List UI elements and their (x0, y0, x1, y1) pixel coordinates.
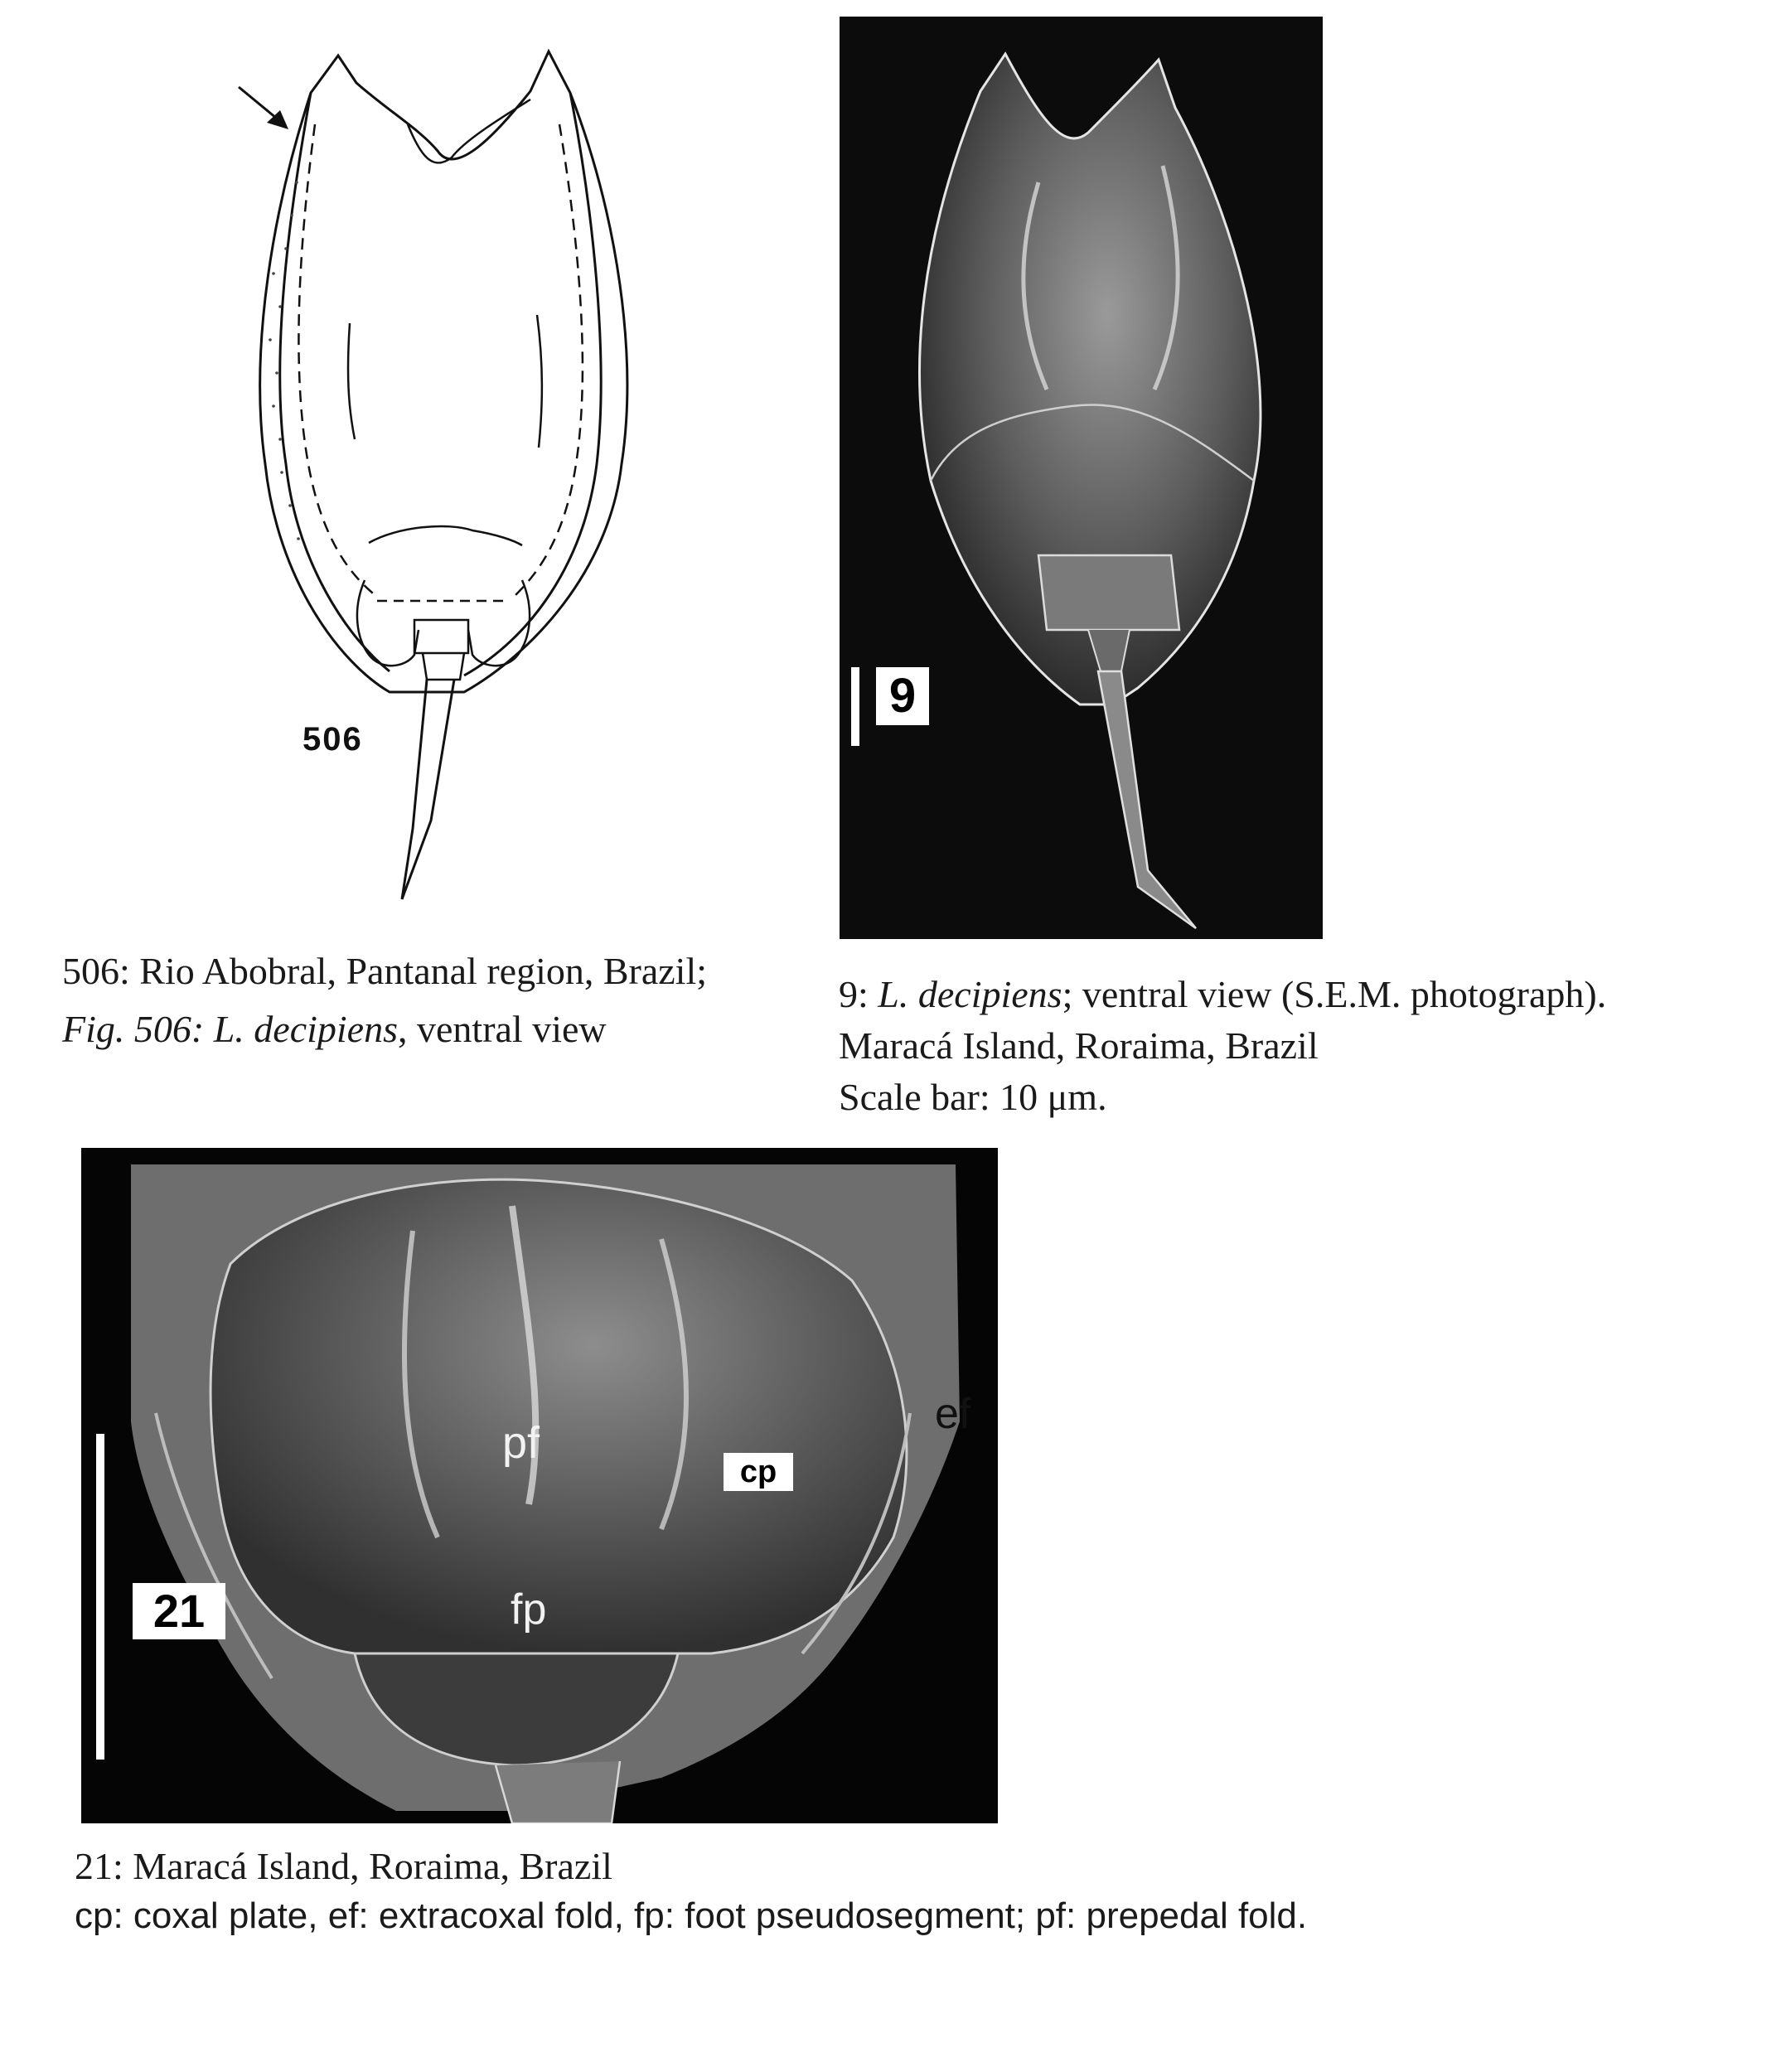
label-fp: fp (511, 1585, 547, 1634)
sem-posterior-image (81, 1148, 998, 1823)
figure-9-caption-line2: Maracá Island, Roraima, Brazil (839, 1024, 1319, 1067)
label-cp: cp (724, 1453, 793, 1491)
figure-21-caption-line1: 21: Maracá Island, Roraima, Brazil (75, 1845, 612, 1887)
figure-506-caption-line2 (62, 1005, 607, 1054)
figure-9-caption-line3: Scale bar: 10 μm. (839, 1076, 1107, 1118)
figure-21-scale-bar (96, 1434, 104, 1760)
figure-506 (0, 0, 829, 928)
figure-9-number: 9 (876, 667, 929, 725)
figure-506-caption-suffix: , ventral view (398, 1008, 607, 1050)
label-pf: pf (502, 1418, 540, 1468)
figure-9-caption-species: L. decipiens (878, 973, 1062, 1015)
figure-21-number: 21 (133, 1583, 225, 1639)
label-ef: ef (935, 1390, 971, 1438)
figure-9-scale-bar (851, 667, 859, 746)
lorica-drawing (0, 0, 829, 928)
figure-21-photo (81, 1148, 998, 1823)
figure-9-caption-prefix: 9: (839, 973, 878, 1015)
figure-9-caption-suffix: ; ventral view (S.E.M. photograph). (1062, 973, 1607, 1015)
figure-506-caption-line1: 506: Rio Abobral, Pantanal region, Brazil; (62, 950, 708, 992)
figure-9-photo (840, 17, 1323, 939)
figure-506-caption-species: Fig. 506: L. decipiens (62, 1008, 398, 1050)
figure-21-caption-line2: cp: coxal plate, ef: extracoxal fold, fp: foot pseudosegment; pf: prepedal fold. (75, 1895, 1308, 1936)
figure-506-number: 506 (303, 721, 363, 758)
sem-lorica-image (840, 17, 1323, 939)
figure-9-caption-line1 (839, 970, 1606, 1019)
